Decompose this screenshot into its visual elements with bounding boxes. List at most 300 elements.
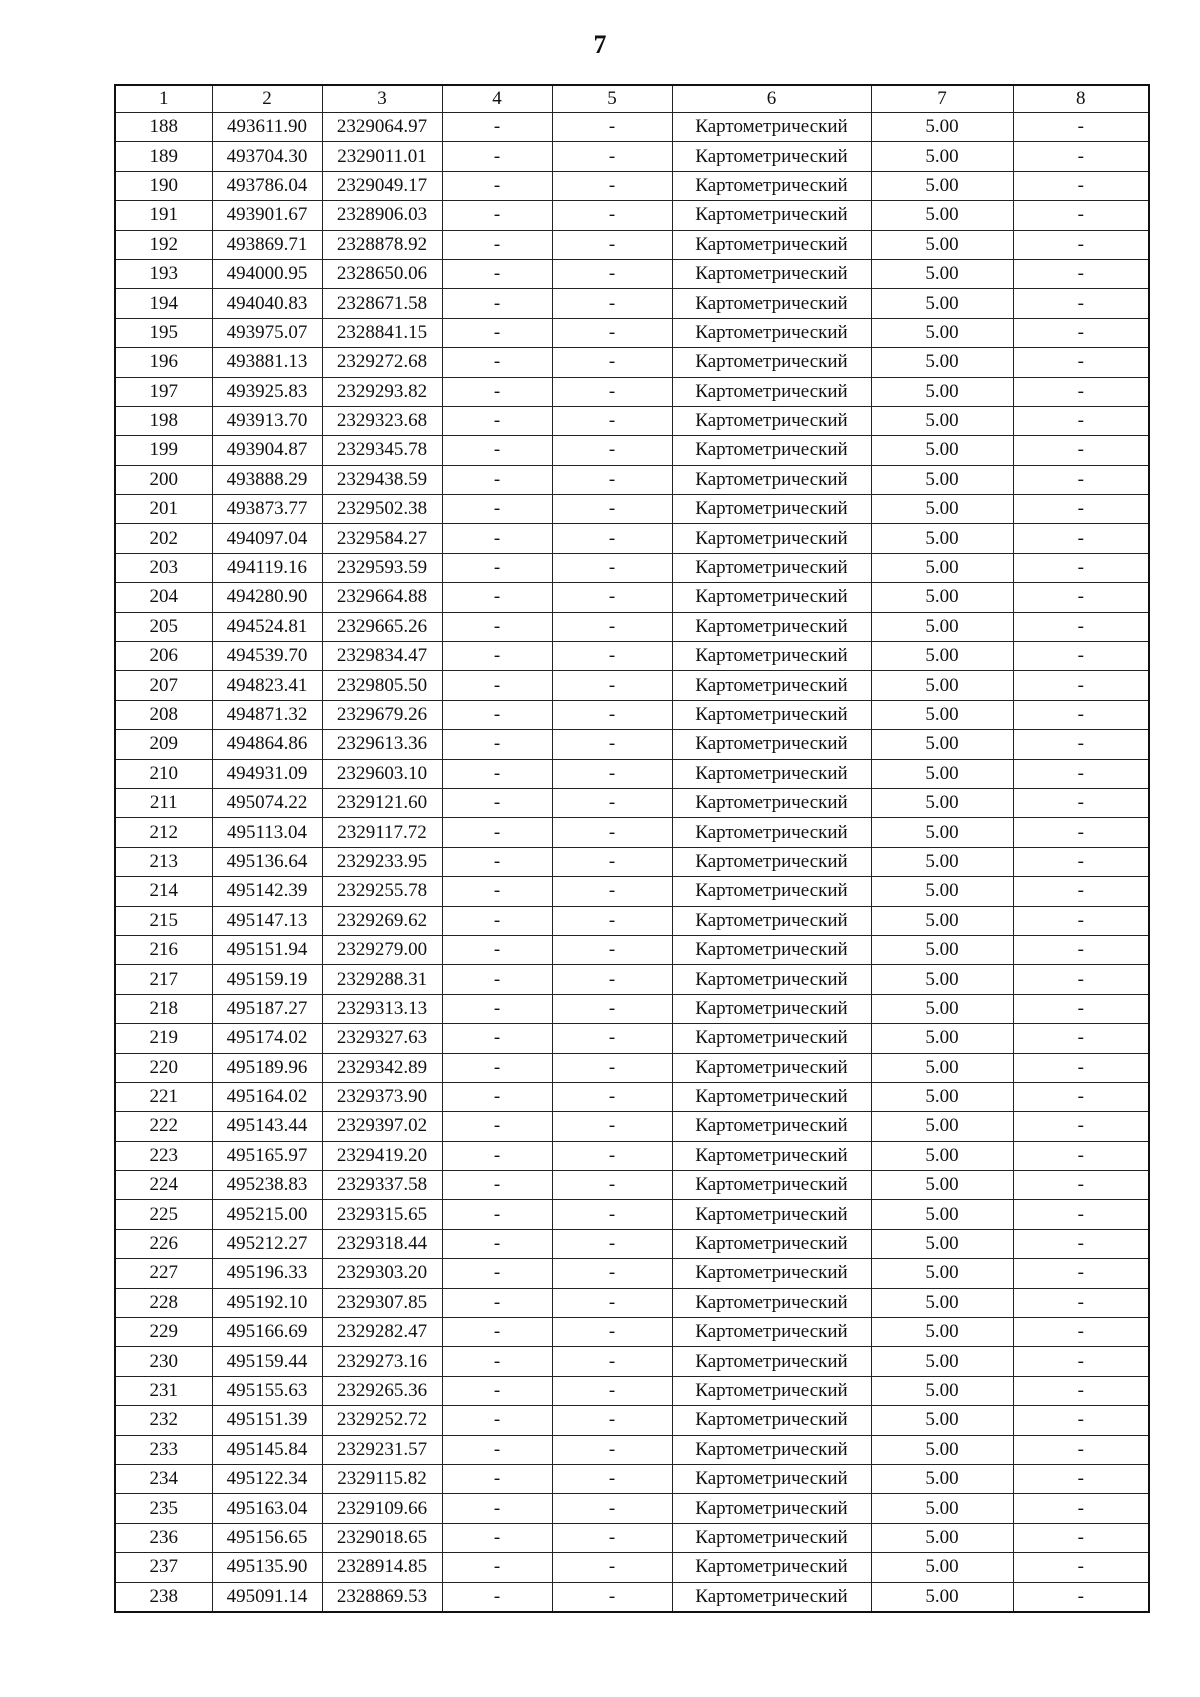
col4-cell: - [442,289,552,318]
column-header: 6 [672,85,871,113]
table-row [115,788,1149,817]
col8-cell: - [1013,436,1149,465]
point-number-cell: 228 [115,1288,212,1317]
col8-cell: - [1013,965,1149,994]
col4-cell: - [442,642,552,671]
col4-cell: - [442,142,552,171]
point-number-cell: 237 [115,1553,212,1582]
col5-cell: - [552,1082,672,1111]
accuracy-cell: 5.00 [871,1200,1013,1229]
point-number-cell: 232 [115,1406,212,1435]
x-coordinate-cell: 495151.94 [212,935,322,964]
col8-cell: - [1013,730,1149,759]
table-row [115,1464,1149,1493]
col5-cell: - [552,1288,672,1317]
point-number-cell: 201 [115,495,212,524]
col4-cell: - [442,1523,552,1552]
method-cell: Картометрический [672,1229,871,1258]
point-number-cell: 226 [115,1229,212,1258]
table-row [115,1582,1149,1612]
y-coordinate-cell: 2329345.78 [322,436,442,465]
accuracy-cell: 5.00 [871,965,1013,994]
table-row [115,553,1149,582]
y-coordinate-cell: 2329438.59 [322,465,442,494]
col8-cell: - [1013,201,1149,230]
col4-cell: - [442,671,552,700]
y-coordinate-cell: 2329584.27 [322,524,442,553]
table-header-row [115,85,1149,113]
column-header: 2 [212,85,322,113]
col4-cell: - [442,318,552,347]
column-header: 7 [871,85,1013,113]
point-number-cell: 215 [115,906,212,935]
y-coordinate-cell: 2329121.60 [322,788,442,817]
col8-cell: - [1013,171,1149,200]
y-coordinate-cell: 2329805.50 [322,671,442,700]
x-coordinate-cell: 493873.77 [212,495,322,524]
y-coordinate-cell: 2329327.63 [322,1024,442,1053]
point-number-cell: 214 [115,877,212,906]
accuracy-cell: 5.00 [871,759,1013,788]
method-cell: Картометрический [672,348,871,377]
col5-cell: - [552,495,672,524]
y-coordinate-cell: 2329679.26 [322,700,442,729]
col8-cell: - [1013,495,1149,524]
method-cell: Картометрический [672,642,871,671]
y-coordinate-cell: 2329011.01 [322,142,442,171]
y-coordinate-cell: 2329255.78 [322,877,442,906]
col4-cell: - [442,1464,552,1493]
point-number-cell: 205 [115,612,212,641]
col8-cell: - [1013,1288,1149,1317]
table-row [115,583,1149,612]
y-coordinate-cell: 2329273.16 [322,1347,442,1376]
accuracy-cell: 5.00 [871,1318,1013,1347]
col4-cell: - [442,1259,552,1288]
x-coordinate-cell: 495156.65 [212,1523,322,1552]
method-cell: Картометрический [672,877,871,906]
col8-cell: - [1013,1464,1149,1493]
y-coordinate-cell: 2329613.36 [322,730,442,759]
x-coordinate-cell: 495196.33 [212,1259,322,1288]
col5-cell: - [552,1200,672,1229]
y-coordinate-cell: 2328869.53 [322,1582,442,1612]
point-number-cell: 190 [115,171,212,200]
table-row [115,1259,1149,1288]
col8-cell: - [1013,1494,1149,1523]
col8-cell: - [1013,1112,1149,1141]
col8-cell: - [1013,1582,1149,1612]
x-coordinate-cell: 495164.02 [212,1082,322,1111]
table-row [115,406,1149,435]
col5-cell: - [552,1464,672,1493]
accuracy-cell: 5.00 [871,935,1013,964]
x-coordinate-cell: 494823.41 [212,671,322,700]
table-row [115,994,1149,1023]
col5-cell: - [552,994,672,1023]
y-coordinate-cell: 2329337.58 [322,1171,442,1200]
col8-cell: - [1013,700,1149,729]
col8-cell: - [1013,759,1149,788]
table-row [115,171,1149,200]
x-coordinate-cell: 495166.69 [212,1318,322,1347]
col5-cell: - [552,583,672,612]
y-coordinate-cell: 2329288.31 [322,965,442,994]
column-header: 3 [322,85,442,113]
table-row [115,1435,1149,1464]
col5-cell: - [552,1347,672,1376]
x-coordinate-cell: 493881.13 [212,348,322,377]
col4-cell: - [442,230,552,259]
col8-cell: - [1013,318,1149,347]
method-cell: Картометрический [672,906,871,935]
x-coordinate-cell: 495163.04 [212,1494,322,1523]
col5-cell: - [552,113,672,142]
accuracy-cell: 5.00 [871,1553,1013,1582]
table-row [115,818,1149,847]
y-coordinate-cell: 2329117.72 [322,818,442,847]
accuracy-cell: 5.00 [871,1112,1013,1141]
x-coordinate-cell: 495122.34 [212,1464,322,1493]
table-row [115,759,1149,788]
table-row [115,612,1149,641]
x-coordinate-cell: 495187.27 [212,994,322,1023]
table-row [115,142,1149,171]
table-row [115,436,1149,465]
col5-cell: - [552,1494,672,1523]
table-row [115,1082,1149,1111]
col5-cell: - [552,700,672,729]
x-coordinate-cell: 495135.90 [212,1553,322,1582]
accuracy-cell: 5.00 [871,1494,1013,1523]
col4-cell: - [442,495,552,524]
point-number-cell: 196 [115,348,212,377]
table-row [115,671,1149,700]
table-row [115,730,1149,759]
x-coordinate-cell: 495215.00 [212,1200,322,1229]
method-cell: Картометрический [672,730,871,759]
accuracy-cell: 5.00 [871,495,1013,524]
table-row [115,1523,1149,1552]
point-number-cell: 229 [115,1318,212,1347]
method-cell: Картометрический [672,1200,871,1229]
col5-cell: - [552,965,672,994]
accuracy-cell: 5.00 [871,1406,1013,1435]
y-coordinate-cell: 2329313.13 [322,994,442,1023]
col5-cell: - [552,1582,672,1612]
method-cell: Картометрический [672,113,871,142]
y-coordinate-cell: 2329109.66 [322,1494,442,1523]
point-number-cell: 216 [115,935,212,964]
method-cell: Картометрический [672,171,871,200]
y-coordinate-cell: 2329315.65 [322,1200,442,1229]
method-cell: Картометрический [672,671,871,700]
method-cell: Картометрический [672,259,871,288]
accuracy-cell: 5.00 [871,788,1013,817]
accuracy-cell: 5.00 [871,436,1013,465]
accuracy-cell: 5.00 [871,1347,1013,1376]
col5-cell: - [552,230,672,259]
method-cell: Картометрический [672,1112,871,1141]
col4-cell: - [442,1229,552,1258]
accuracy-cell: 5.00 [871,1435,1013,1464]
point-number-cell: 220 [115,1053,212,1082]
col5-cell: - [552,906,672,935]
table-row [115,1318,1149,1347]
col8-cell: - [1013,906,1149,935]
y-coordinate-cell: 2328906.03 [322,201,442,230]
table-row [115,259,1149,288]
col4-cell: - [442,1112,552,1141]
x-coordinate-cell: 495074.22 [212,788,322,817]
method-cell: Картометрический [672,1171,871,1200]
x-coordinate-cell: 495174.02 [212,1024,322,1053]
method-cell: Картометрический [672,612,871,641]
point-number-cell: 233 [115,1435,212,1464]
accuracy-cell: 5.00 [871,113,1013,142]
point-number-cell: 195 [115,318,212,347]
method-cell: Картометрический [672,1141,871,1170]
table-row [115,230,1149,259]
col5-cell: - [552,1024,672,1053]
col8-cell: - [1013,406,1149,435]
accuracy-cell: 5.00 [871,259,1013,288]
method-cell: Картометрический [672,1582,871,1612]
col4-cell: - [442,965,552,994]
x-coordinate-cell: 495091.14 [212,1582,322,1612]
y-coordinate-cell: 2329269.62 [322,906,442,935]
method-cell: Картометрический [672,935,871,964]
accuracy-cell: 5.00 [871,142,1013,171]
col4-cell: - [442,1435,552,1464]
col8-cell: - [1013,788,1149,817]
method-cell: Картометрический [672,1053,871,1082]
method-cell: Картометрический [672,1376,871,1405]
col4-cell: - [442,583,552,612]
x-coordinate-cell: 493611.90 [212,113,322,142]
x-coordinate-cell: 495238.83 [212,1171,322,1200]
col8-cell: - [1013,1141,1149,1170]
y-coordinate-cell: 2328841.15 [322,318,442,347]
x-coordinate-cell: 494040.83 [212,289,322,318]
point-number-cell: 225 [115,1200,212,1229]
table-row [115,318,1149,347]
col5-cell: - [552,201,672,230]
y-coordinate-cell: 2328914.85 [322,1553,442,1582]
x-coordinate-cell: 495212.27 [212,1229,322,1258]
col4-cell: - [442,113,552,142]
col5-cell: - [552,1053,672,1082]
accuracy-cell: 5.00 [871,1053,1013,1082]
table-row [115,1112,1149,1141]
column-header: 1 [115,85,212,113]
y-coordinate-cell: 2329252.72 [322,1406,442,1435]
col4-cell: - [442,700,552,729]
method-cell: Картометрический [672,759,871,788]
col8-cell: - [1013,935,1149,964]
col5-cell: - [552,524,672,553]
col8-cell: - [1013,671,1149,700]
method-cell: Картометрический [672,965,871,994]
col4-cell: - [442,730,552,759]
col8-cell: - [1013,1082,1149,1111]
method-cell: Картометрический [672,201,871,230]
method-cell: Картометрический [672,1464,871,1493]
y-coordinate-cell: 2329834.47 [322,642,442,671]
col8-cell: - [1013,1171,1149,1200]
col4-cell: - [442,1347,552,1376]
y-coordinate-cell: 2328650.06 [322,259,442,288]
point-number-cell: 197 [115,377,212,406]
method-cell: Картометрический [672,1082,871,1111]
col5-cell: - [552,259,672,288]
col5-cell: - [552,465,672,494]
col4-cell: - [442,406,552,435]
method-cell: Картометрический [672,230,871,259]
method-cell: Картометрический [672,495,871,524]
y-coordinate-cell: 2329282.47 [322,1318,442,1347]
accuracy-cell: 5.00 [871,1464,1013,1493]
table-row [115,847,1149,876]
x-coordinate-cell: 493869.71 [212,230,322,259]
col5-cell: - [552,348,672,377]
point-number-cell: 209 [115,730,212,759]
col5-cell: - [552,818,672,847]
col5-cell: - [552,1406,672,1435]
col8-cell: - [1013,1347,1149,1376]
col8-cell: - [1013,289,1149,318]
column-header: 4 [442,85,552,113]
x-coordinate-cell: 495142.39 [212,877,322,906]
table-row [115,906,1149,935]
col4-cell: - [442,201,552,230]
x-coordinate-cell: 494539.70 [212,642,322,671]
x-coordinate-cell: 495159.19 [212,965,322,994]
point-number-cell: 222 [115,1112,212,1141]
table-row [115,1553,1149,1582]
x-coordinate-cell: 493975.07 [212,318,322,347]
method-cell: Картометрический [672,524,871,553]
col4-cell: - [442,1288,552,1317]
col5-cell: - [552,1141,672,1170]
col4-cell: - [442,1141,552,1170]
col8-cell: - [1013,1435,1149,1464]
table-row [115,700,1149,729]
table-row [115,289,1149,318]
col4-cell: - [442,1376,552,1405]
x-coordinate-cell: 495147.13 [212,906,322,935]
y-coordinate-cell: 2329665.26 [322,612,442,641]
col8-cell: - [1013,1523,1149,1552]
method-cell: Картометрический [672,1494,871,1523]
col5-cell: - [552,642,672,671]
accuracy-cell: 5.00 [871,730,1013,759]
point-number-cell: 210 [115,759,212,788]
method-cell: Картометрический [672,406,871,435]
method-cell: Картометрический [672,1024,871,1053]
column-header: 8 [1013,85,1149,113]
table-row [115,1141,1149,1170]
y-coordinate-cell: 2329603.10 [322,759,442,788]
table-row [115,1229,1149,1258]
col5-cell: - [552,318,672,347]
col8-cell: - [1013,1318,1149,1347]
table-row [115,465,1149,494]
y-coordinate-cell: 2329307.85 [322,1288,442,1317]
method-cell: Картометрический [672,1318,871,1347]
col8-cell: - [1013,1053,1149,1082]
col5-cell: - [552,436,672,465]
col4-cell: - [442,1200,552,1229]
x-coordinate-cell: 493913.70 [212,406,322,435]
method-cell: Картометрический [672,583,871,612]
table-row [115,1288,1149,1317]
col8-cell: - [1013,642,1149,671]
point-number-cell: 188 [115,113,212,142]
col4-cell: - [442,171,552,200]
accuracy-cell: 5.00 [871,1141,1013,1170]
x-coordinate-cell: 495155.63 [212,1376,322,1405]
method-cell: Картометрический [672,818,871,847]
y-coordinate-cell: 2329272.68 [322,348,442,377]
table-row [115,1053,1149,1082]
method-cell: Картометрический [672,553,871,582]
table-body [115,113,1149,1612]
table-row [115,1376,1149,1405]
y-coordinate-cell: 2329303.20 [322,1259,442,1288]
x-coordinate-cell: 495159.44 [212,1347,322,1376]
col8-cell: - [1013,847,1149,876]
accuracy-cell: 5.00 [871,553,1013,582]
accuracy-cell: 5.00 [871,1171,1013,1200]
col5-cell: - [552,1376,672,1405]
col8-cell: - [1013,818,1149,847]
accuracy-cell: 5.00 [871,171,1013,200]
accuracy-cell: 5.00 [871,1229,1013,1258]
y-coordinate-cell: 2329018.65 [322,1523,442,1552]
x-coordinate-cell: 493904.87 [212,436,322,465]
point-number-cell: 221 [115,1082,212,1111]
col4-cell: - [442,465,552,494]
table-row [115,113,1149,142]
point-number-cell: 223 [115,1141,212,1170]
col4-cell: - [442,524,552,553]
col4-cell: - [442,1024,552,1053]
table-row [115,1406,1149,1435]
col4-cell: - [442,1318,552,1347]
col8-cell: - [1013,230,1149,259]
point-number-cell: 204 [115,583,212,612]
accuracy-cell: 5.00 [871,289,1013,318]
point-number-cell: 230 [115,1347,212,1376]
col5-cell: - [552,1259,672,1288]
x-coordinate-cell: 493704.30 [212,142,322,171]
x-coordinate-cell: 494524.81 [212,612,322,641]
col8-cell: - [1013,465,1149,494]
col8-cell: - [1013,994,1149,1023]
col4-cell: - [442,994,552,1023]
x-coordinate-cell: 494864.86 [212,730,322,759]
point-number-cell: 234 [115,1464,212,1493]
y-coordinate-cell: 2329323.68 [322,406,442,435]
point-number-cell: 236 [115,1523,212,1552]
y-coordinate-cell: 2329049.17 [322,171,442,200]
col4-cell: - [442,935,552,964]
y-coordinate-cell: 2329397.02 [322,1112,442,1141]
col4-cell: - [442,259,552,288]
table-row [115,642,1149,671]
col5-cell: - [552,406,672,435]
